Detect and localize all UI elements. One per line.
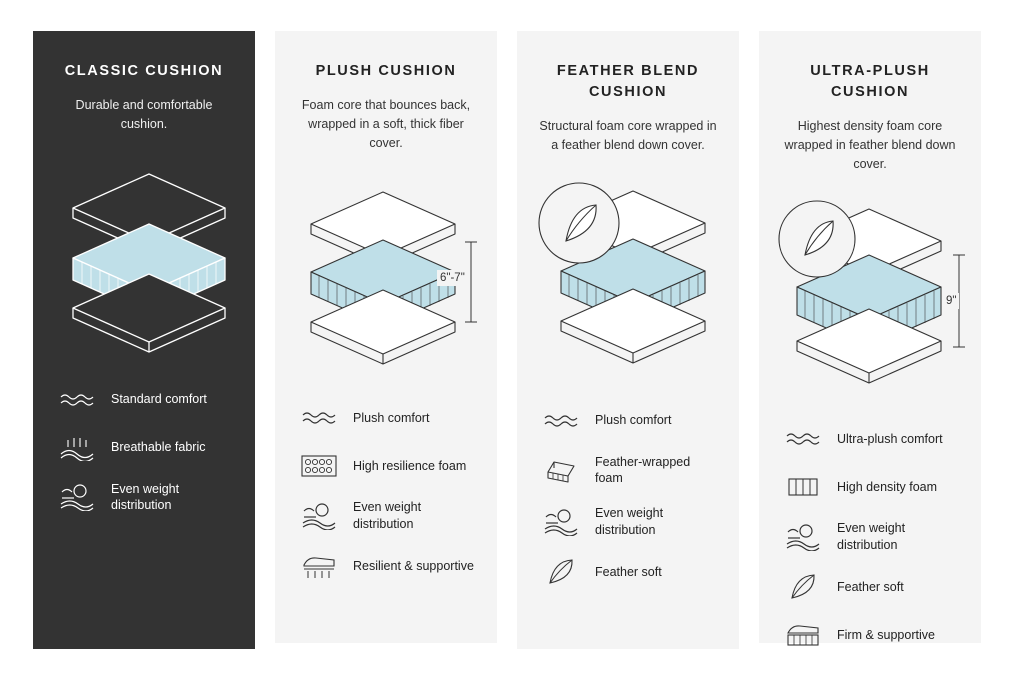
feature-label: Breathable fabric — [111, 440, 206, 455]
feature-label: Firm & supportive — [837, 627, 935, 642]
even-weight-icon — [297, 501, 341, 531]
cushion-diagram-classic — [49, 144, 239, 379]
wave-icon — [297, 403, 341, 433]
list-item — [297, 551, 475, 581]
wave-icon — [781, 424, 825, 454]
list-item — [55, 385, 233, 415]
list-item — [297, 499, 475, 533]
wave-icon — [55, 385, 99, 415]
feature-list-feather-blend — [533, 406, 723, 588]
list-item — [539, 406, 717, 436]
even-weight-icon — [781, 522, 825, 552]
even-weight-icon — [55, 482, 99, 512]
leaf-badge-icon — [539, 183, 619, 263]
leaf-badge-icon — [779, 201, 855, 277]
cards-row — [0, 31, 1024, 649]
list-item — [55, 433, 233, 463]
firm-support-icon — [781, 620, 825, 650]
list-item — [781, 520, 959, 554]
feature-label: Standard comfort — [111, 392, 207, 407]
even-weight-icon — [539, 507, 583, 537]
feature-label: Plush comfort — [595, 413, 672, 428]
list-item — [297, 451, 475, 481]
feature-label: Plush comfort — [353, 410, 430, 425]
feature-label: Even weight distribution — [837, 521, 906, 553]
cushion-diagram-plush — [291, 162, 481, 397]
list-item — [539, 454, 717, 488]
feature-label: Resilient & supportive — [353, 558, 474, 573]
feature-list-ultra-plush — [775, 424, 965, 650]
card-subtitle: Structural foam core wrapped in a feather blend down cover. — [539, 119, 717, 152]
list-item — [781, 424, 959, 454]
feature-label: Even weight distribution — [595, 506, 664, 538]
feather-icon — [781, 572, 825, 602]
list-item — [781, 472, 959, 502]
cushion-diagram-ultra-plush — [775, 183, 965, 418]
feature-label: Even weight distribution — [111, 481, 180, 513]
card-subtitle: Foam core that bounces back, wrapped in a soft, thick fiber cover. — [301, 98, 471, 150]
card-feather-blend-cushion[interactable] — [517, 31, 739, 649]
cushion-diagram-feather-blend — [533, 165, 723, 400]
layers-illustration — [533, 165, 733, 400]
list-item — [539, 557, 717, 587]
feather-wrapped-foam-icon — [539, 455, 583, 485]
list-item — [781, 620, 959, 650]
page-title: FEATHER BLEND CUSHION — [556, 63, 700, 101]
feature-label: Feather soft — [837, 579, 904, 594]
list-item — [297, 403, 475, 433]
feature-label: Feather soft — [595, 564, 662, 579]
feather-icon — [539, 557, 583, 587]
wave-icon — [539, 406, 583, 436]
page-title: ULTRA-PLUSH CUSHION — [810, 63, 930, 101]
resilient-support-icon — [297, 551, 341, 581]
layers-illustration — [49, 144, 249, 379]
list-item — [781, 572, 959, 602]
feature-label: Ultra-plush comfort — [837, 431, 943, 446]
feature-label: Even weight distribution — [353, 500, 422, 532]
feature-list-classic — [49, 385, 239, 515]
card-classic-cushion[interactable] — [33, 31, 255, 649]
feature-list-plush — [291, 403, 481, 581]
honeycomb-icon — [297, 451, 341, 481]
page-title: CLASSIC CUSHION — [64, 63, 224, 79]
page-title: PLUSH CUSHION — [315, 63, 457, 79]
card-subtitle: Highest density foam core wrapped in feather blend down cover. — [784, 119, 956, 171]
breathable-fabric-icon — [55, 433, 99, 463]
feature-label: High density foam — [837, 479, 938, 494]
density-foam-icon — [781, 472, 825, 502]
list-item — [55, 481, 233, 515]
card-subtitle: Durable and comfortable cushion. — [75, 98, 213, 131]
feature-label: Feather-wrapped foam — [595, 454, 691, 486]
list-item — [539, 505, 717, 539]
feature-label: High resilience foam — [353, 458, 467, 473]
dimension-label: 6"-7" — [437, 270, 468, 286]
card-ultra-plush-cushion[interactable] — [759, 31, 981, 643]
dimension-label: 9" — [943, 293, 959, 309]
card-plush-cushion[interactable] — [275, 31, 497, 643]
